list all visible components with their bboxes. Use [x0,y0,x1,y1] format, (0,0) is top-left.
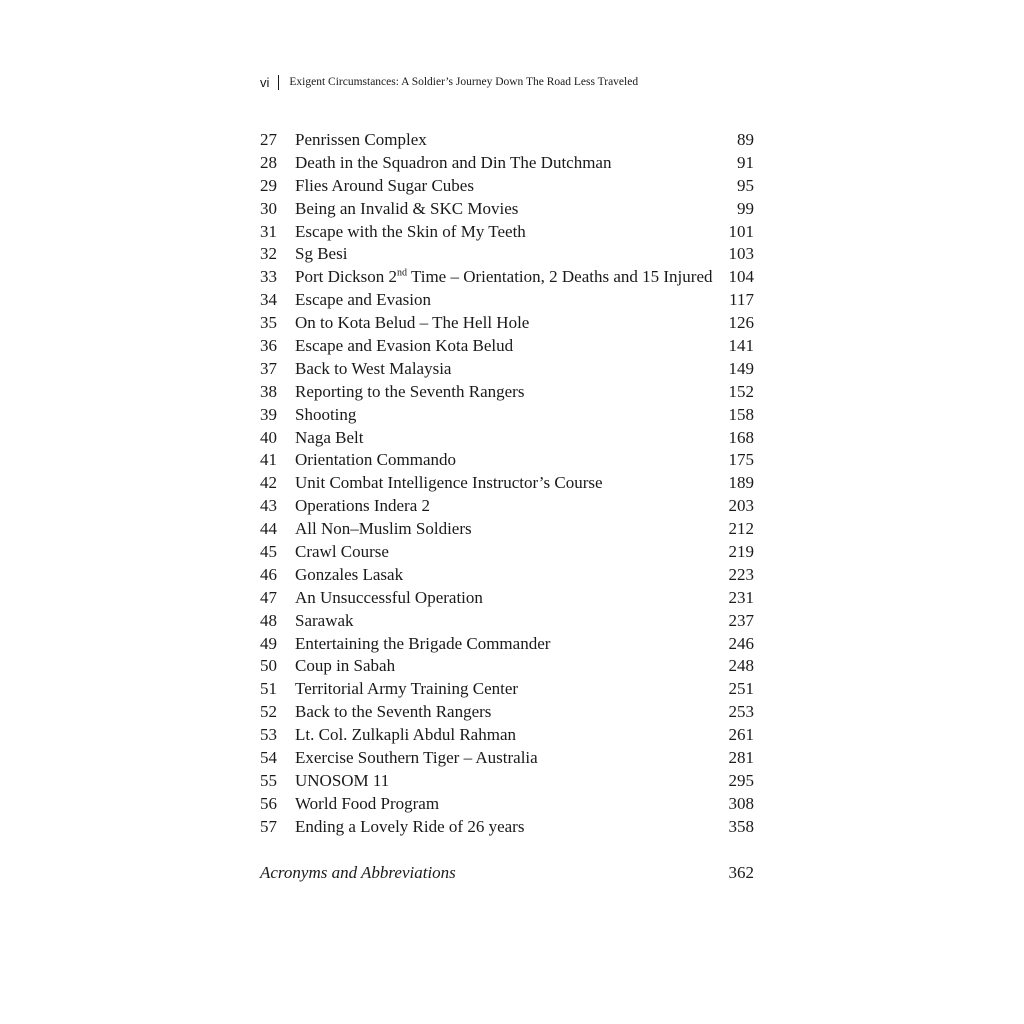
chapter-page: 126 [728,313,754,333]
chapter-number: 29 [260,175,277,195]
toc-row-30 [260,198,754,221]
chapter-title-part: Time – Orientation, 2 Deaths and 15 Injured [407,267,713,287]
chapter-title: Penrissen Complex [295,130,427,149]
chapter-title: Flies Around Sugar Cubes [295,175,474,195]
page-number: vi [260,74,270,90]
toc-row-56 [260,793,754,816]
toc-row-28 [260,152,754,175]
chapter-title: Reporting to the Seventh Rangers [295,381,525,401]
toc-row-47 [260,587,754,610]
chapter-number: 48 [260,610,277,630]
toc-row-53 [260,724,754,747]
chapter-page: 141 [728,336,754,356]
chapter-number: 47 [260,587,277,607]
chapter-title: Being an Invalid & SKC Movies [295,198,519,218]
chapter-page: 248 [728,656,754,676]
toc-row-32 [260,243,754,266]
chapter-number: 33 [260,267,277,287]
toc-row-57 [260,816,754,839]
chapter-number: 53 [260,725,277,745]
chapter-number: 27 [260,130,277,149]
chapter-page: 253 [728,702,754,722]
chapter-number: 55 [260,770,277,790]
toc-row-54 [260,747,754,770]
ordinal-superscript: nd [397,267,407,279]
chapter-page: 175 [728,450,754,470]
toc-row-55 [260,770,754,793]
toc-row-43 [260,495,754,518]
toc-row-29 [260,175,754,198]
chapter-number: 30 [260,198,277,218]
chapter-title: Sarawak [295,610,354,630]
toc-row-51 [260,678,754,701]
chapter-page: 203 [728,496,754,516]
chapter-page: 246 [728,633,754,653]
chapter-title: An Unsuccessful Operation [295,587,483,607]
chapter-page: 152 [728,381,754,401]
chapter-page: 117 [729,290,754,310]
chapter-title: Back to the Seventh Rangers [295,702,492,722]
toc-row-36 [260,335,754,358]
chapter-title [295,266,720,289]
chapter-number: 54 [260,748,277,768]
chapter-title: Escape and Evasion Kota Belud [295,336,514,356]
chapter-number: 32 [260,244,277,264]
chapter-title: Territorial Army Training Center [295,679,519,699]
chapter-title: Lt. Col. Zulkapli Abdul Rahman [295,725,516,745]
chapter-number: 56 [260,793,277,813]
chapter-number: 50 [260,656,277,676]
toc-row-48 [260,610,754,633]
chapter-number: 42 [260,473,277,493]
chapter-page: 189 [728,473,754,493]
chapter-title: Operations Indera 2 [295,496,431,516]
toc-row-46 [260,564,754,587]
chapter-page: 231 [728,587,754,607]
chapter-page: 91 [737,152,754,172]
chapter-title: All Non–Muslim Soldiers [295,519,472,539]
toc-row-39 [260,404,754,427]
chapter-title: On to Kota Belud – The Hell Hole [295,313,530,333]
toc-row-35 [260,312,754,335]
chapter-title: UNOSOM 11 [295,770,390,790]
chapter-number: 39 [260,404,277,424]
chapter-page: 212 [728,519,754,539]
chapter-page: 295 [728,770,754,790]
chapter-title: Ending a Lovely Ride of 26 years [295,816,525,836]
chapter-number: 51 [260,679,277,699]
chapter-title: Escape and Evasion [295,290,431,310]
chapter-title: Naga Belt [295,427,364,447]
toc-row-31 [260,221,754,244]
chapter-number: 52 [260,702,277,722]
chapter-number: 28 [260,152,277,172]
toc-row-44 [260,518,754,541]
toc-row-40 [260,427,754,450]
chapter-number: 46 [260,564,277,584]
appendix-page: 362 [728,863,754,882]
chapter-number: 34 [260,290,277,310]
toc-row-42 [260,472,754,495]
chapter-page: 261 [728,725,754,745]
chapter-page: 149 [728,358,754,378]
toc-row-33 [260,266,754,289]
chapter-number: 35 [260,313,277,333]
table-of-contents [260,129,754,839]
toc-row-34 [260,289,754,312]
chapter-title: Shooting [295,404,357,424]
toc-row-38 [260,381,754,404]
chapter-page: 281 [728,748,754,768]
chapter-page: 95 [737,175,754,195]
chapter-number: 37 [260,358,277,378]
chapter-title: Crawl Course [295,542,389,562]
chapter-title: Back to West Malaysia [295,358,452,378]
chapter-number: 31 [260,221,277,241]
book-title: Exigent Circumstances: A Soldier’s Journey Down The Road Less Traveled [289,76,639,88]
chapter-title: Gonzales Lasak [295,564,404,584]
chapter-page: 104 [728,267,754,287]
chapter-page: 237 [728,610,754,630]
chapter-page: 308 [728,793,754,813]
toc-row-41 [260,449,754,472]
chapter-number: 44 [260,519,277,539]
chapter-page: 99 [737,198,754,218]
chapter-page: 101 [728,221,754,241]
chapter-number: 49 [260,633,277,653]
chapter-title: Coup in Sabah [295,656,396,676]
toc-row-37 [260,358,754,381]
chapter-number: 36 [260,336,277,356]
toc-row-49 [260,633,754,656]
toc-row-50 [260,655,754,678]
chapter-page: 223 [728,564,754,584]
chapter-number: 41 [260,450,277,470]
running-header [260,72,638,92]
chapter-number: 43 [260,496,277,516]
chapter-page: 219 [728,542,754,562]
chapter-page: 158 [728,404,754,424]
chapter-page: 358 [728,816,754,836]
toc-appendix-row [260,862,754,885]
chapter-title: Sg Besi [295,244,348,264]
chapter-title: Orientation Commando [295,450,457,470]
chapter-number: 57 [260,816,277,836]
chapter-title: Death in the Squadron and Din The Dutchman [295,152,612,172]
appendix-title: Acronyms and Abbreviations [260,863,456,882]
chapter-page: 251 [728,679,754,699]
chapter-number: 38 [260,381,277,401]
chapter-title: Escape with the Skin of My Teeth [295,221,526,241]
chapter-page: 168 [728,427,754,447]
header-divider [278,75,279,90]
chapter-page: 103 [728,244,754,264]
toc-row-27 [260,129,754,152]
chapter-title: Exercise Southern Tiger – Australia [295,748,538,768]
chapter-number: 45 [260,542,277,562]
chapter-title: Entertaining the Brigade Commander [295,633,551,653]
chapter-title-part: Port Dickson 2 [295,267,397,287]
toc-row-52 [260,701,754,724]
chapter-title: Unit Combat Intelligence Instructor’s Course [295,473,603,493]
toc-row-45 [260,541,754,564]
chapter-page: 89 [737,130,754,149]
chapter-number: 40 [260,427,277,447]
chapter-title: World Food Program [295,793,440,813]
